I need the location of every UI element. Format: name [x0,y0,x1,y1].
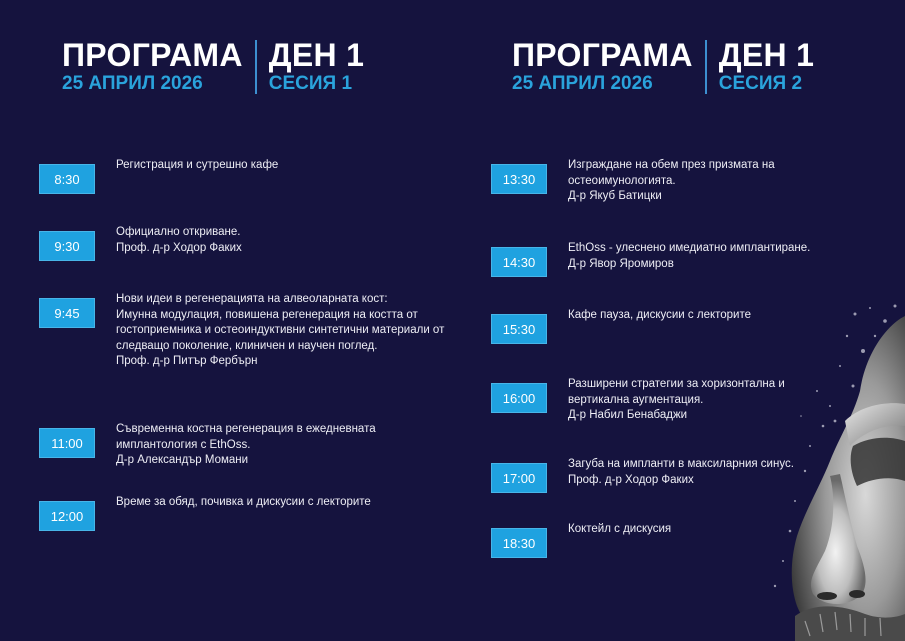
program-date: 25 АПРИЛ 2026 [512,73,653,94]
item-description: Съвременна костна регенерация в ежедневната имплантология с EthOss. Д-р Александър Момани [116,423,376,466]
session-label: СЕСИЯ 1 [268,73,353,94]
item-description: Загуба на импланти в максиларния синус. Проф. д-р Ходор Факих [568,458,794,486]
schedule-item [491,523,672,558]
session-1-header [62,38,364,94]
time-badge: 17:00 [491,463,547,493]
item-description: Нови идеи в регенерацията на алвеоларната кост: Имунна модулация, повишена регенерация на костта от гостоприемника и остеоиндуктивни синтетични материали от следващо поколение, клиничен и научен поглед. Проф. д-р Питър Фербърн [116,293,445,367]
day-label: ДЕН 1 [718,37,815,73]
time-badge: 12:00 [39,501,95,531]
header-divider [255,40,257,94]
schedule-item [491,159,775,205]
program-title: ПРОГРАМА [62,37,243,73]
time-badge: 18:30 [491,528,547,558]
schedule-item [491,309,752,344]
face-sculpture-image [735,296,905,641]
item-description: Официално откриване. Проф. д-р Ходор Факих [116,226,242,254]
item-description: Изграждане на обем през призмата на остеоимунологията. Д-р Якуб Батицки [568,159,775,202]
time-badge: 14:30 [491,247,547,277]
time-badge: 11:00 [39,428,95,458]
day-label: ДЕН 1 [268,37,365,73]
schedule-item [39,159,279,194]
time-badge: 9:45 [39,298,95,328]
session-label: СЕСИЯ 2 [718,73,803,94]
time-badge: 16:00 [491,383,547,413]
item-description: Разширени стратегии за хоризонтална и вертикална аугментация. Д-р Набил Бенабаджи [568,378,785,421]
item-description: Регистрация и сутрешно кафе [116,159,279,171]
time-badge: 15:30 [491,314,547,344]
schedule-item [39,226,242,261]
time-badge: 8:30 [39,164,95,194]
schedule-item [39,293,445,370]
item-description: Време за обяд, почивка и дискусии с лекторите [116,496,371,508]
header-divider [705,40,707,94]
session-2-header [512,38,814,94]
time-badge: 9:30 [39,231,95,261]
schedule-item [39,423,376,469]
item-description: Кафе пауза, дискусии с лекторите [568,309,752,321]
schedule-item [491,242,811,277]
program-title: ПРОГРАМА [512,37,693,73]
item-description: Коктейл с дискусия [568,523,672,535]
program-date: 25 АПРИЛ 2026 [62,73,203,94]
item-description: EthOss - улеснено имедиатно имплантиране. Д-р Явор Яромиров [568,242,811,270]
schedule-item [39,496,371,531]
time-badge: 13:30 [491,164,547,194]
